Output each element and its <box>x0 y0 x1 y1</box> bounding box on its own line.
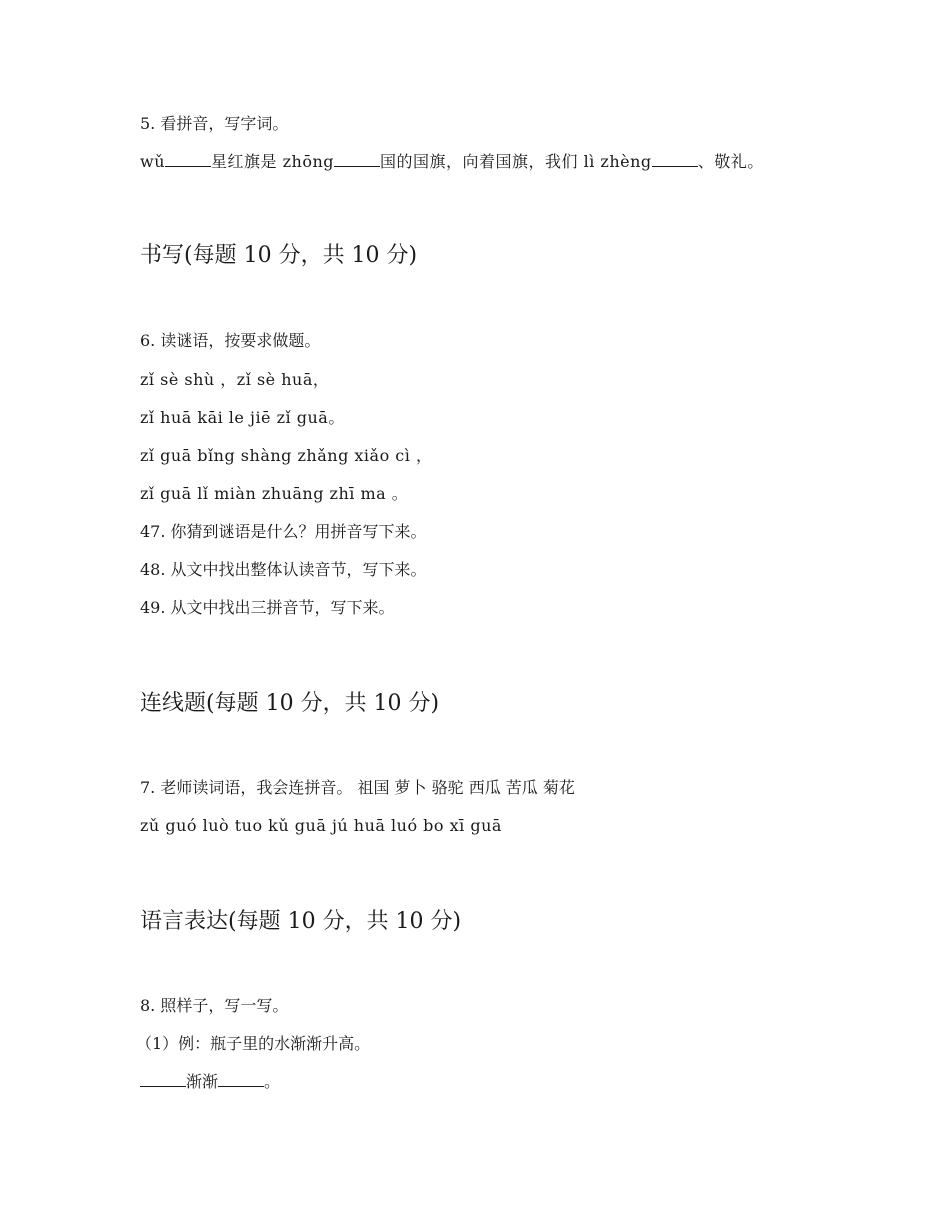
q8-blank-2[interactable] <box>218 1072 264 1087</box>
q6-riddle-line-1: zǐ sè shù ，zǐ sè huā， <box>140 370 330 389</box>
q6-sub-question-48: 48. 从文中找出整体认读音节，写下来。 <box>140 560 427 579</box>
q5-sentence <box>140 152 764 172</box>
q7-prompt: 7. 老师读词语，我会连拼音。 祖国 萝卜 骆驼 西瓜 苦瓜 菊花 <box>140 778 575 797</box>
q5-part-1: wǔ <box>140 152 165 171</box>
q8-fill-middle: 渐渐 <box>186 1072 219 1091</box>
q6-riddle-line-3: zǐ guā bǐng shàng zhǎng xiǎo cì ， <box>140 446 433 465</box>
q5-blank-3[interactable] <box>652 152 698 167</box>
q6-riddle-line-2: zǐ huā kāi le jiē zǐ guā。 <box>140 408 345 427</box>
q7-pinyin-row: zǔ guó luò tuo kǔ guā jú huā luó bo xī guā <box>140 816 502 835</box>
q6-riddle-line-4: zǐ guā lǐ miàn zhuāng zhī ma 。 <box>140 484 409 503</box>
q5-prompt: 5. 看拼音，写字词。 <box>140 114 289 133</box>
section-heading-matching: 连线题(每题 10 分，共 10 分) <box>140 691 440 716</box>
q8-blank-1[interactable] <box>140 1072 186 1087</box>
q6-sub-question-49: 49. 从文中找出三拼音节，写下来。 <box>140 598 395 617</box>
q6-prompt: 6. 读谜语，按要求做题。 <box>140 331 321 350</box>
q5-blank-2[interactable] <box>334 152 380 167</box>
q8-fill-line <box>140 1072 280 1092</box>
q8-prompt: 8. 照样子，写一写。 <box>140 996 289 1015</box>
q6-sub-question-47: 47. 你猜到谜语是什么？用拼音写下来。 <box>140 522 427 541</box>
q8-example: （1）例：瓶子里的水渐渐升高。 <box>136 1034 371 1053</box>
q8-fill-end: 。 <box>264 1072 281 1091</box>
q5-part-2: 星红旗是 zhōng <box>211 152 335 171</box>
q5-part-3: 国的国旗，向着国旗，我们 lì zhèng <box>380 152 652 171</box>
section-heading-expression: 语言表达(每题 10 分，共 10 分) <box>140 909 462 934</box>
q5-blank-1[interactable] <box>165 152 211 167</box>
section-heading-writing: 书写(每题 10 分，共 10 分) <box>140 243 418 268</box>
q5-part-4: 、敬礼。 <box>697 152 764 171</box>
